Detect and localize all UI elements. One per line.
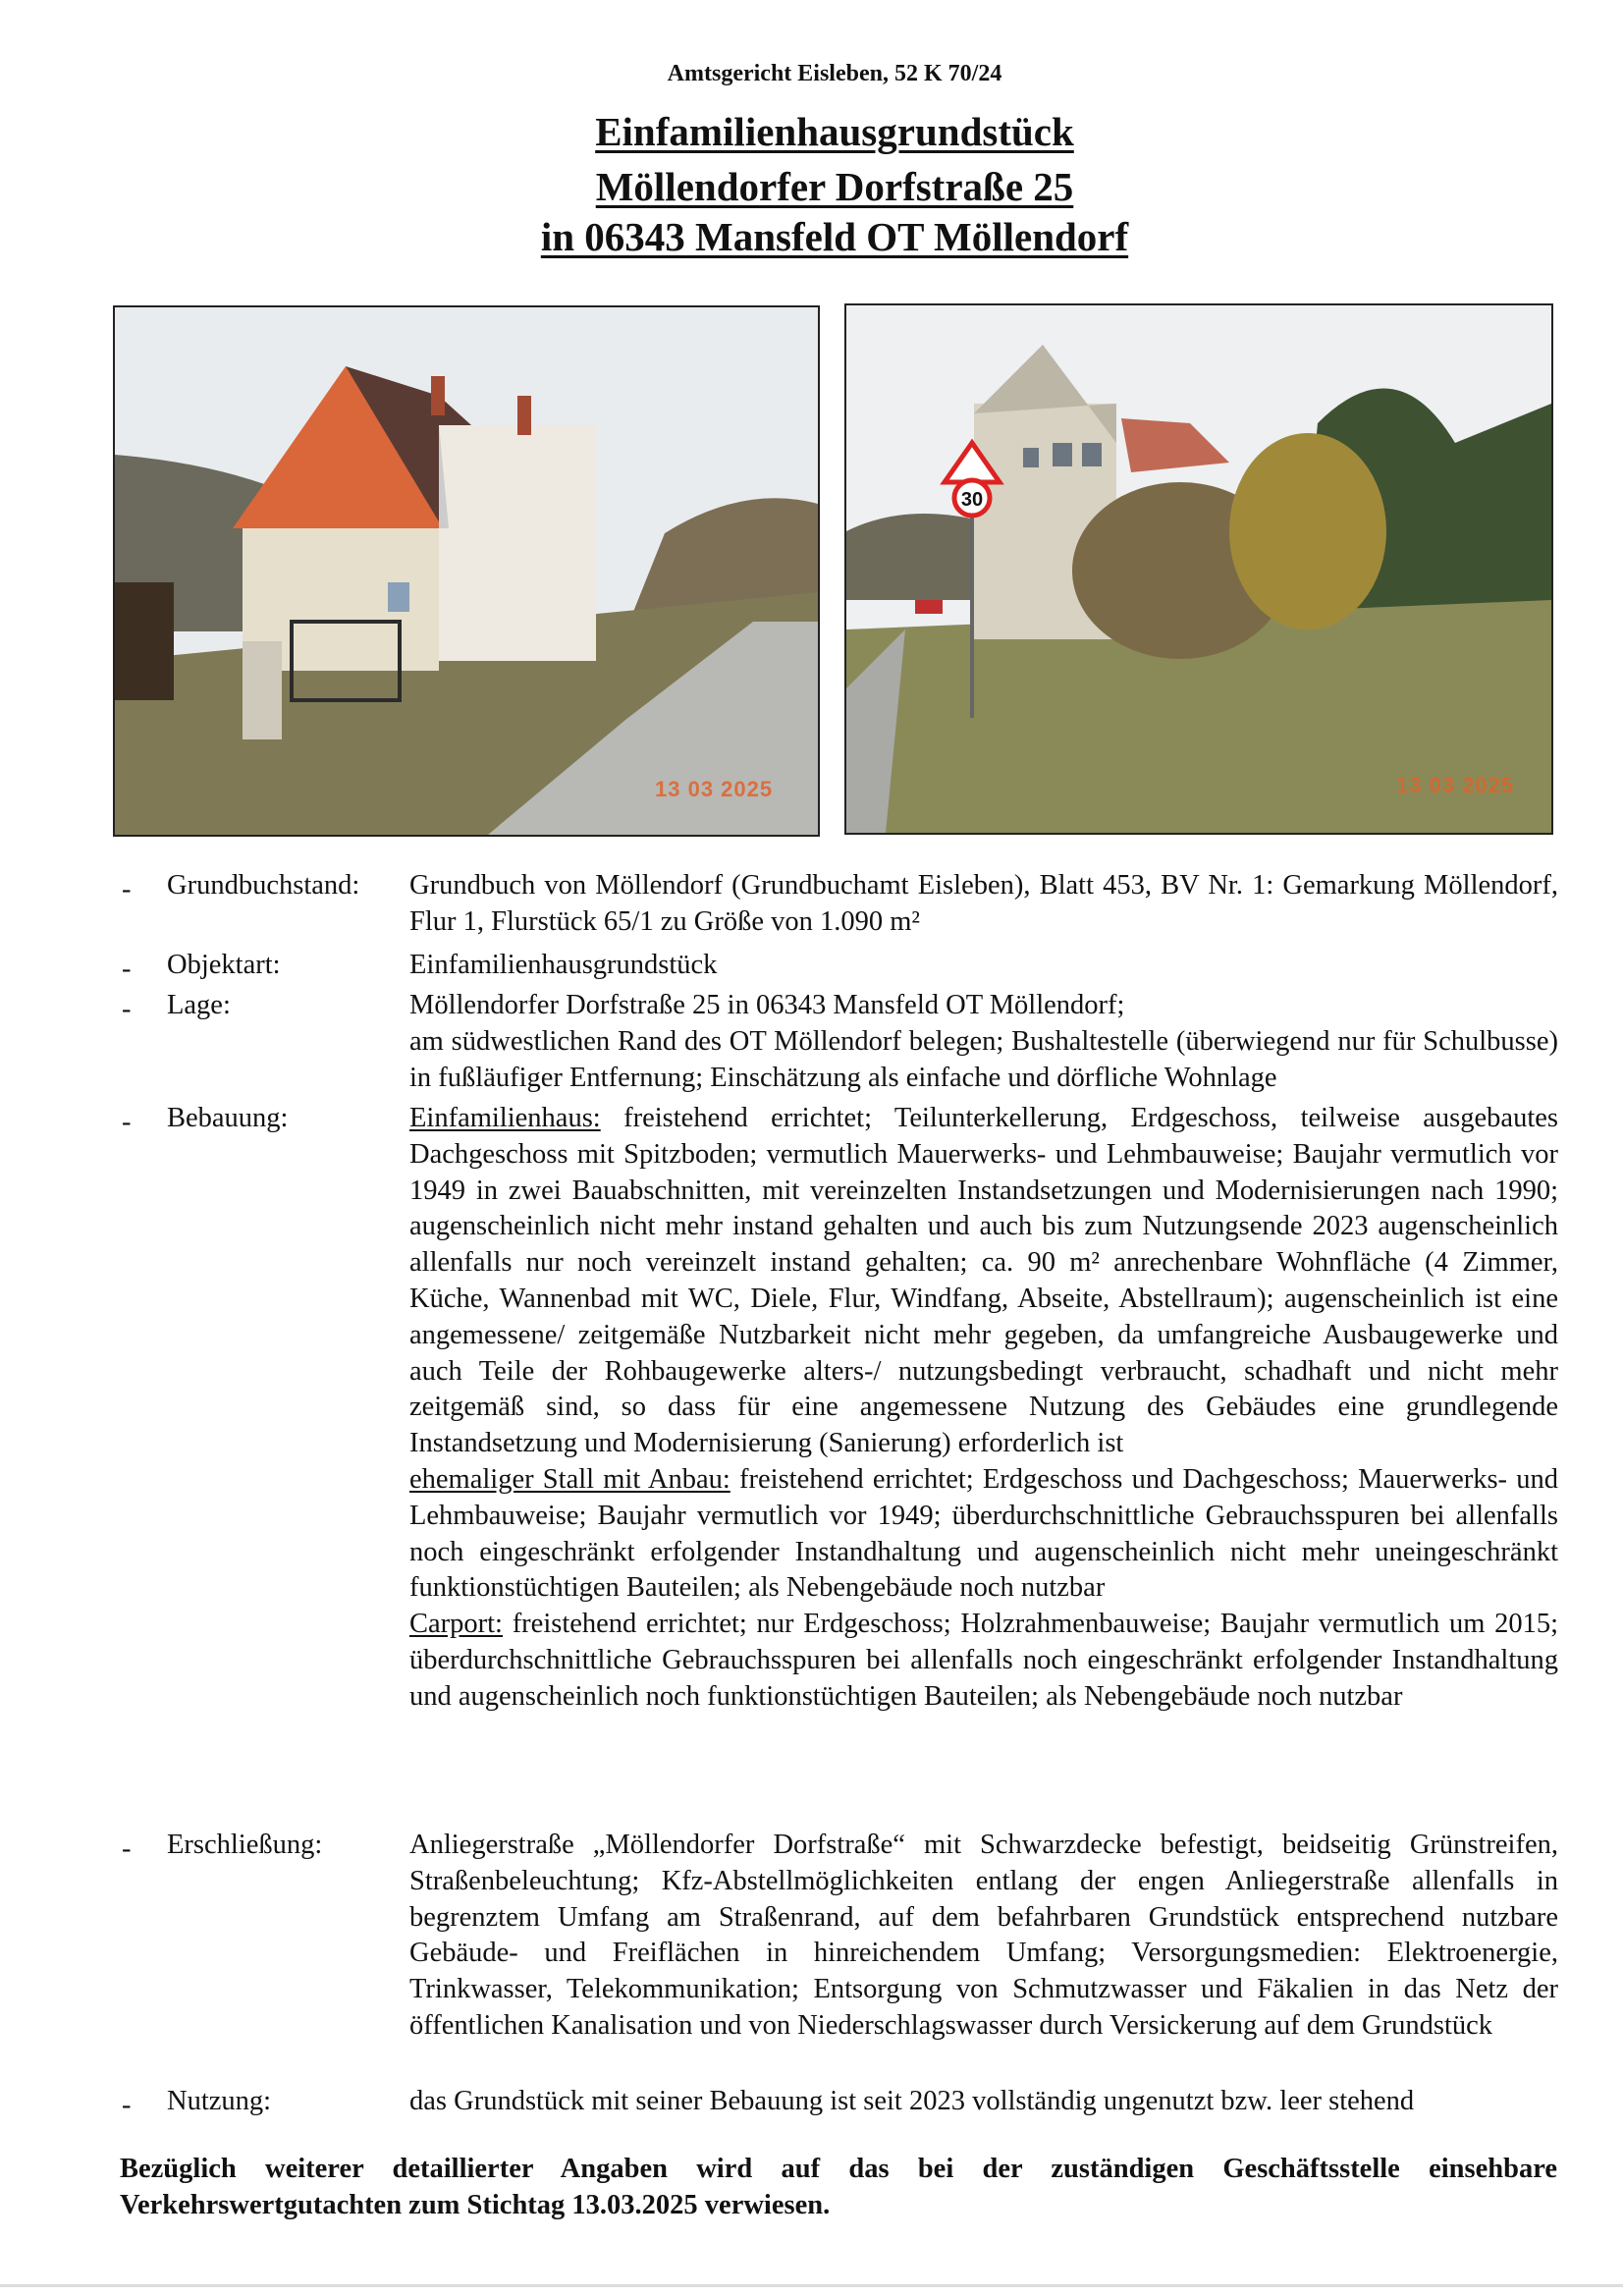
- detail-text: [409, 988, 1558, 1096]
- court-reference: Amtsgericht Eisleben, 52 K 70/24: [667, 61, 1002, 86]
- title-property-type: Einfamilienhausgrundstück: [595, 109, 1074, 154]
- detail-text: Einfamilienhausgrundstück: [409, 950, 718, 980]
- lage-address: Möllendorfer Dorfstraße 25 in 06343 Mansfeld OT Möllendorf;: [409, 990, 1125, 1020]
- photo-date-stamp: 13 03 2025: [1396, 773, 1515, 797]
- photo-house-street-view: [844, 303, 1553, 835]
- title-city: in 06343 Mansfeld OT Möllendorf: [540, 214, 1129, 259]
- bebauung-carport: [409, 1607, 1558, 1715]
- bullet: -: [122, 994, 132, 1024]
- detail-label: Erschließung:: [167, 1830, 323, 1860]
- stall-text: freistehend errichtet; Erdgeschoss und Dachgeschoss; Mauerwerks- und Lehmbauweise; Baujahr vermutlich vor 1949; überdurchschnittliche Gebrauchsspuren bei allenfalls noch eingeschränkt erfolgender Instandhaltung und augenscheinlich nicht mehr uneingeschränkt funktionstüchtigen Bauteilen; als Nebengebäude noch nutzbar: [409, 1463, 1558, 1604]
- carport-text: freistehend errichtet; nur Erdgeschoss; Holzrahmenbauweise; Baujahr vermutlich um 2015; überdurchschnittliche Gebrauchsspuren bei allenfalls noch eingeschränkt erfolgender Instandhaltung und augenscheinlich noch funktionstüchtigen Bauteilen; als Nebengebäude noch nutzbar: [409, 1609, 1558, 1712]
- bullet: -: [122, 1107, 132, 1137]
- bullet: -: [122, 1833, 132, 1864]
- bullet: -: [122, 874, 132, 904]
- title-address: Möllendorfer Dorfstraße 25: [595, 164, 1074, 209]
- detail-label: Nutzung:: [167, 2086, 272, 2116]
- stall-heading: ehemaliger Stall mit Anbau:: [409, 1463, 730, 1495]
- carport-heading: Carport:: [409, 1609, 503, 1640]
- photo-house-side-view: [113, 305, 820, 837]
- lage-description: am südwestlichen Rand des OT Möllendorf belegen; Bushaltestelle (überwiegend nur für Schulbusse) in fußläufiger Entfernung; Einschätzung als einfache und dörfliche Wohnlage: [409, 1025, 1558, 1093]
- detail-label: Grundbuchstand:: [167, 870, 360, 901]
- detail-text: Grundbuch von Möllendorf (Grundbuchamt Eisleben), Blatt 453, BV Nr. 1: Gemarkung Möllendorf, Flur 1, Flurstück 65/1 zu Größe von 1.090 m²: [409, 870, 1558, 937]
- detail-text: das Grundstück mit seiner Bebauung ist seit 2023 vollständig ungenutzt bzw. leer stehend: [409, 2086, 1415, 2116]
- bebauung-house: [409, 1101, 1558, 1462]
- detail-label: Bebauung:: [167, 1103, 289, 1133]
- page-edge: [0, 2284, 1623, 2287]
- house-heading: Einfamilienhaus:: [409, 1103, 601, 1133]
- house-text: freistehend errichtet; Teilunterkellerung, Erdgeschoss, teilweise ausgebautes Dachgeschoss mit Spitzboden; vermutlich Mauerwerks- und Lehmbauweise; Baujahr vermutlich vor 1949 in zwei Bauabschnitten, mit vereinzelten Instandsetzungen und Modernisierungen nach 1990; augenscheinlich nicht mehr instand gehalten und auch bis zum Nutzungsende 2023 augenscheinlich allenfalls nur noch vereinzelt instand gehalten; ca. 90 m² anrechenbare Wohnfläche (4 Zimmer, Küche, Wannenbad mit WC, Diele, Flur, Windfang, Abseite, Abstellraum); augenscheinlich ist eine angemessene/ zeitgemäße Nutzbarkeit nicht mehr gegeben, da umfangreiche Ausbaugewerke und auch Teile der Rohbaugewerke alters-/ nutzungsbedingt verbraucht, schadhaft und nicht mehr zeitgemäß sind, so dass für eine angemessene Nutzung des Gebäudes eine grundlegende Instandsetzung und Modernisierung (Sanierung) erforderlich ist: [409, 1103, 1558, 1459]
- detail-text: [409, 1101, 1558, 1716]
- bullet: -: [122, 954, 132, 984]
- bullet: -: [122, 2090, 132, 2120]
- detail-text: Anliegerstraße „Möllendorfer Dorfstraße“ mit Schwarzdecke befestigt, beidseitig Grünstreifen, Straßenbeleuchtung; Kfz-Abstellmöglichkeiten entlang der engen Anliegerstraße allenfalls in begrenztem Umfang am Straßenrand, auf dem befahrbaren Grundstück entsprechend nutzbare Gebäude- und Freiflächen in hinreichendem Umfang; Versorgungsmedien: Elektroenergie, Trinkwasser, Telekommunikation; Entsorgung von Schmutzwasser und Fäkalien in das Netz der öffentlichen Kanalisation und von Niederschlagswasser durch Versickerung auf dem Grundstück: [409, 1830, 1558, 2041]
- footer-note: Bezüglich weiterer detaillierter Angaben wird auf das bei der zuständigen Geschäftsstelle einsehbare Verkehrswertgutachten zum Stichtag 13.03.2025 verwiesen.: [120, 2154, 1557, 2220]
- photo-date-stamp: 13 03 2025: [655, 777, 774, 801]
- detail-label: Objektart:: [167, 950, 281, 980]
- detail-label: Lage:: [167, 990, 231, 1020]
- speed-limit-sign: 30: [960, 489, 984, 511]
- bebauung-stall: [409, 1462, 1558, 1607]
